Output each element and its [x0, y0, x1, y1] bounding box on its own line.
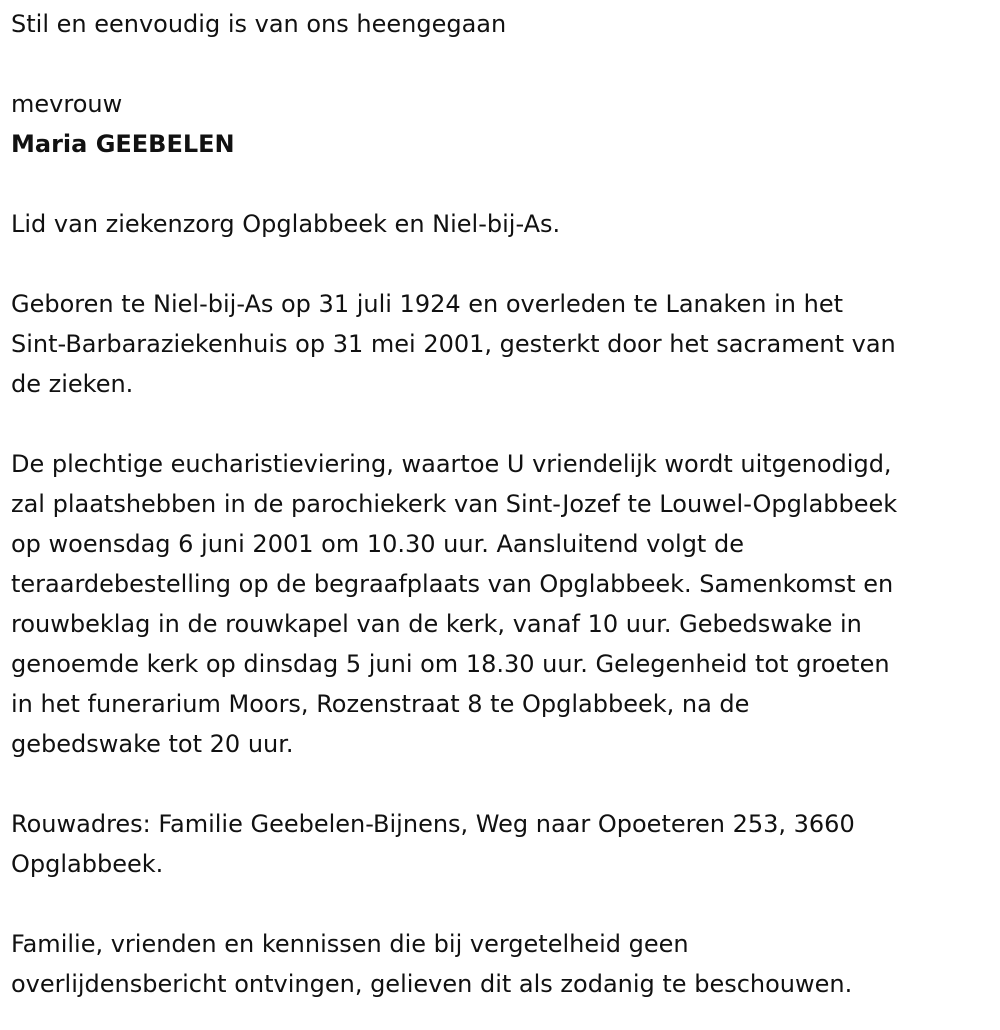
ceremony-line: gebedswake tot 20 uur. [11, 730, 294, 758]
closing-line: Familie, vrienden en kennissen die bij vergetelheid geen [11, 930, 689, 958]
ceremony-line: zal plaatshebben in de parochiekerk van Sint-Jozef te Louwel-Opglabbeek [11, 490, 898, 518]
address-line: Opglabbeek. [11, 850, 164, 878]
ceremony-paragraph [11, 444, 991, 764]
ceremony-line: genoemde kerk op dinsdag 5 juni om 18.30 uur. Gelegenheid tot groeten [11, 650, 890, 678]
deceased-name: Maria GEEBELEN [11, 130, 235, 158]
closing-line: overlijdensbericht ontvingen, gelieven dit als zodanig te beschouwen. [11, 970, 853, 998]
intro-text: Stil en eenvoudig is van ons heengegaan [11, 10, 507, 38]
ceremony-line: De plechtige eucharistieviering, waartoe U vriendelijk wordt uitgenodigd, [11, 450, 892, 478]
honorific: mevrouw [11, 90, 123, 118]
birth-death-line: Sint-Barbaraziekenhuis op 31 mei 2001, gesterkt door het sacrament van [11, 330, 896, 358]
ceremony-line: op woensdag 6 juni 2001 om 10.30 uur. Aansluitend volgt de [11, 530, 744, 558]
birth-death-line: de zieken. [11, 370, 134, 398]
obituary-notice [11, 4, 991, 1004]
address-line: Rouwadres: Familie Geebelen-Bijnens, Weg naar Opoeteren 253, 3660 [11, 810, 855, 838]
birth-death-paragraph [11, 284, 991, 404]
membership-text: Lid van ziekenzorg Opglabbeek en Niel-bij-As. [11, 210, 561, 238]
address-paragraph [11, 804, 991, 884]
ceremony-line: teraardebestelling op de begraafplaats van Opglabbeek. Samenkomst en [11, 570, 894, 598]
ceremony-line: in het funerarium Moors, Rozenstraat 8 te Opglabbeek, na de [11, 690, 750, 718]
birth-death-line: Geboren te Niel-bij-As op 31 juli 1924 en overleden te Lanaken in het [11, 290, 844, 318]
ceremony-line: rouwbeklag in de rouwkapel van de kerk, vanaf 10 uur. Gebedswake in [11, 610, 862, 638]
closing-paragraph [11, 924, 991, 1004]
